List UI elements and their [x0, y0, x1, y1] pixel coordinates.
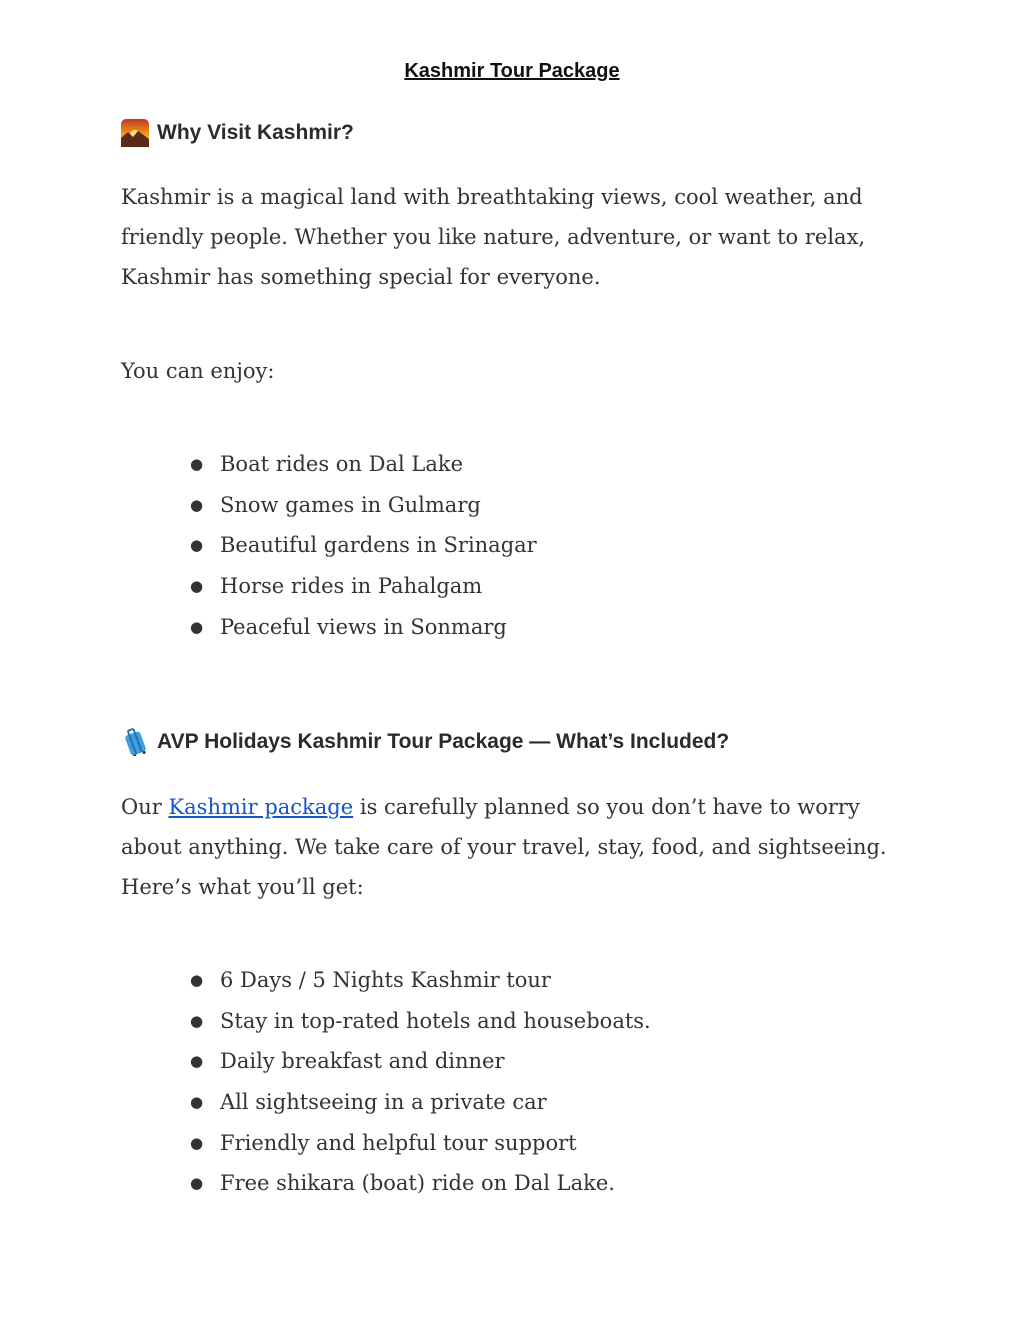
enjoy-label: You can enjoy: [121, 359, 275, 383]
list-item [190, 525, 537, 566]
list-item [190, 607, 537, 648]
kashmir-package-link[interactable]: Kashmir package [168, 795, 354, 819]
list-item [190, 1001, 651, 1042]
list-item-text: Horse rides in Pahalgam [220, 574, 483, 599]
luggage-icon [121, 728, 149, 756]
list-item-text: Beautiful gardens in Srinagar [220, 533, 537, 558]
list-item-text: Free shikara (boat) ride on Dal Lake. [220, 1171, 615, 1196]
list-item-text: Snow games in Gulmarg [220, 492, 481, 517]
bullet-icon: ● [190, 577, 204, 596]
document-title: Kashmir Tour Package [404, 60, 620, 82]
paragraph-text: Our [121, 795, 169, 819]
list-item-text: Daily breakfast and dinner [220, 1049, 505, 1074]
list-item [190, 566, 537, 607]
bullet-icon: ● [190, 495, 204, 514]
list-item [190, 485, 537, 526]
list-item-text: 6 Days / 5 Nights Kashmir tour [220, 968, 551, 992]
list-item-text: Friendly and helpful tour support [220, 1130, 577, 1155]
list-item-text: Stay in top-rated hotels and houseboats. [220, 1008, 651, 1033]
paragraph-text: is carefully planned so you don’t have to worry about anything. We take care of your travel, stay, food, and sightseeing. Here’s what you’ll get: [121, 795, 887, 899]
bullet-icon: ● [190, 1011, 204, 1030]
bullet-icon: ● [190, 617, 204, 636]
bullet-icon: ● [190, 1093, 204, 1112]
bullet-icon: ● [190, 1174, 204, 1193]
list-item [190, 1082, 651, 1123]
sunrise-over-mountains-icon [121, 119, 149, 147]
included-list [190, 960, 651, 1204]
included-paragraph [121, 787, 911, 907]
list-item [190, 1163, 651, 1204]
section-heading-whats-included [121, 728, 729, 756]
intro-paragraph: Kashmir is a magical land with breathtaking views, cool weather, and friendly people. Whether you like nature, adventure, or want to relax, Kashmir has something special for everyone. [121, 185, 866, 289]
list-item-text: Boat rides on Dal Lake [220, 452, 463, 476]
enjoy-list [190, 444, 537, 647]
list-item [190, 444, 537, 485]
bullet-icon: ● [190, 455, 204, 473]
section-heading-why-visit [121, 119, 354, 147]
list-item [190, 1123, 651, 1164]
list-item-text: Peaceful views in Sonmarg [220, 614, 507, 639]
list-item-text: All sightseeing in a private car [220, 1090, 547, 1115]
section-heading-text: Why Visit Kashmir? [157, 121, 354, 144]
list-item [190, 1041, 651, 1082]
bullet-icon: ● [190, 1133, 204, 1152]
section-heading-text: AVP Holidays Kashmir Tour Package — What’s Included? [157, 730, 730, 753]
bullet-icon: ● [190, 971, 204, 989]
bullet-icon: ● [190, 536, 204, 555]
bullet-icon: ● [190, 1052, 204, 1071]
list-item [190, 960, 651, 1001]
